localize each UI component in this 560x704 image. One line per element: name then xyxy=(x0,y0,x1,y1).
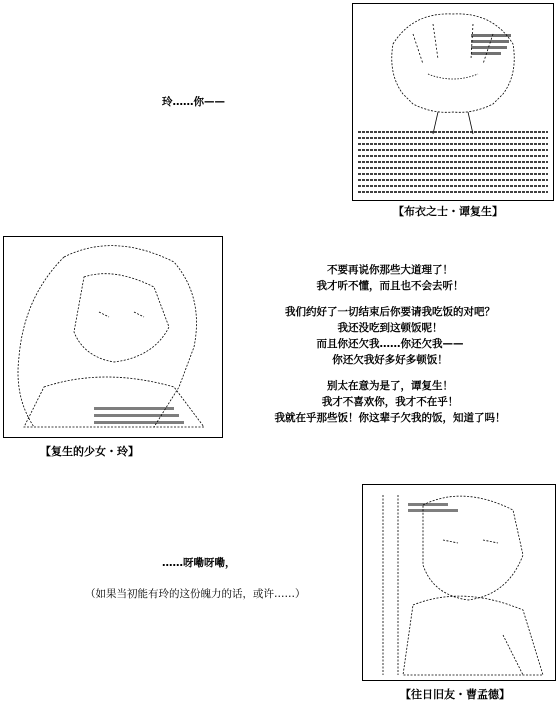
dialogue-line: 别太在意为是了，谭复生！ xyxy=(327,380,453,392)
dialogue-line: 不要再说你那些大道理了！ xyxy=(327,264,453,276)
ascii-art-ling xyxy=(4,237,222,437)
dialogue-line: 你还欠我好多好多顿饭！ xyxy=(332,354,448,366)
ascii-art-cao-mengde xyxy=(363,485,555,680)
portrait-frame-tan-fusheng xyxy=(352,3,554,201)
caption-tan-fusheng: 【布衣之士・谭复生】 xyxy=(393,205,503,218)
dialogue-block-ling xyxy=(240,262,540,426)
dialogue-line: 玲……你—— xyxy=(162,96,225,108)
dialogue-line: 我就在乎那些饭！你这辈子欠我的饭，知道了吗！ xyxy=(274,412,506,424)
ascii-art-tan-fusheng xyxy=(353,4,553,200)
inner-monologue-line: （如果当初能有玲的这份魄力的话，或许……） xyxy=(85,588,306,600)
portrait-frame-cao-mengde xyxy=(362,484,556,681)
caption-cao-mengde: 【往日旧友・曹孟德】 xyxy=(400,688,510,701)
dialogue-line: 我才听不懂，而且也不会去听！ xyxy=(316,280,464,292)
caption-ling: 【复生的少女・玲】 xyxy=(40,445,139,458)
dialogue-line: 我们约好了一切结束后你要请我吃饭的对吧？ xyxy=(285,306,495,318)
dialogue-line: 而且你还欠我……你还欠我—— xyxy=(316,338,464,350)
dialogue-line: ……呀嘞呀嘞， xyxy=(162,557,236,569)
dialogue-line: 我才不喜欢你，我才不在乎！ xyxy=(321,396,459,408)
dialogue-line: 我还没吃到这顿饭呢！ xyxy=(337,322,443,334)
portrait-frame-ling xyxy=(3,236,223,438)
